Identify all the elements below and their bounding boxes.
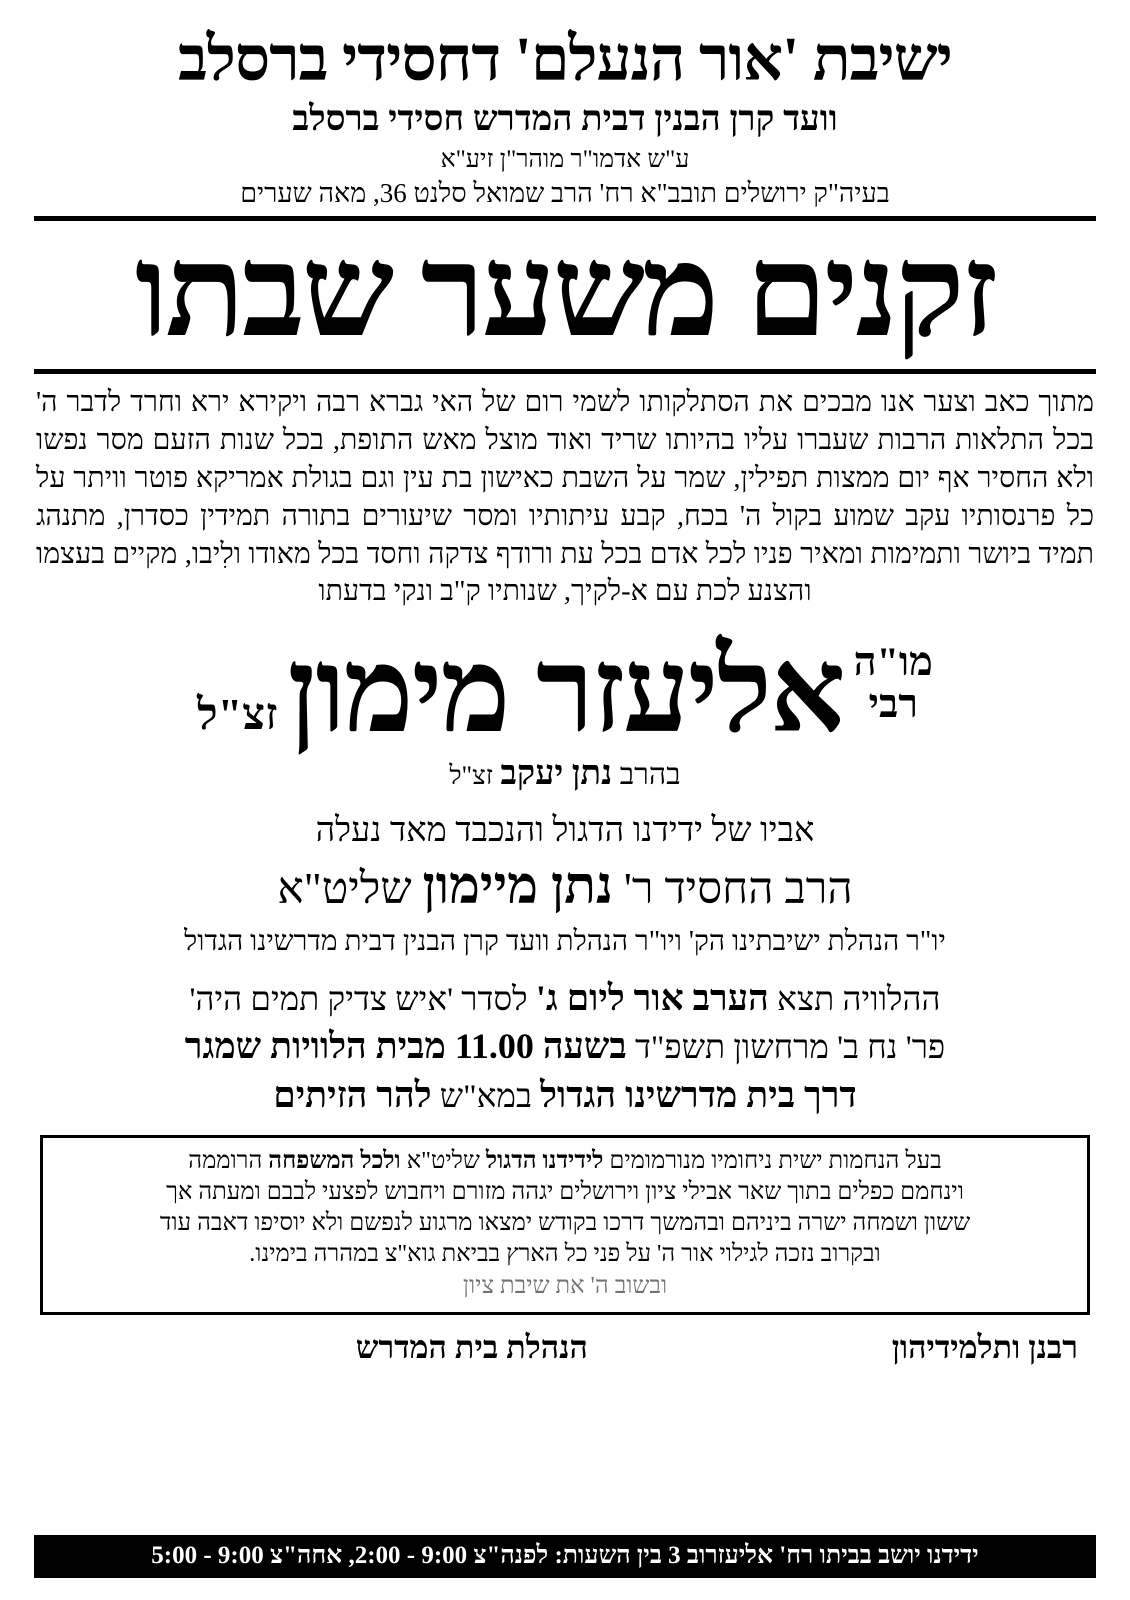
funeral-line2-b: בשעה 11.00 מבית הלוויות שמגר [184,1026,627,1067]
deceased-name-suffix: זצ"ל [197,690,278,740]
signature-row [52,1329,1078,1366]
eulogy-paragraph: מתוך כאב וצער אנו מבכים את הסתלקותו לשמי רום של האי גברא רבה ויקירא ירא וחרד לדבר ה' בכל התלאות הרבות שעברו עליו בהיותו שריד ואוד מוצל מאש התופת, בכל שנות הזעם מסר נפשו ולא החסיר אף יום ממצות תפילין, שמר על השבת כאישון בת עין וגם בגולת אמריקא פוטר וויתר על כל פרנסותיו עקב שמוע בקול ה' בכח, קבע עיתותיו ומסר שיעורים בתורה תמידין כסדרן, מתנהג תמיד ביושר ותמימות ומאיר פניו לכל אדם בכל עת ורודף צדקה וחסד בכל מאודו ולִיבו, מקיים בעצמו והצנע לכת עם א-לקיך, שנותיו ק"ב ונקי בדעתו [36,386,1094,608]
relative-intro: אביו של ידידנו הדגול והנכבד מאד נעלה [315,812,815,850]
relative-name-line [34,856,1096,918]
father-prefix: בהרב [619,758,681,792]
condolence-line1-d: ולכל המשפחה [268,1147,401,1174]
deceased-father-line [34,755,1096,793]
deceased-name: אליעזר מימון [287,626,844,758]
relative-title-prefix: הרב החסיד ר' [623,864,853,914]
condolence-line-1 [57,1146,1073,1177]
relative-role: יו"ר הנהלת ישיבתינו הק' ויו"ר הנהלת וועד קרן הבנין דבית מדרשינו הגדול [184,925,946,957]
condolence-line1-c: שליט"א [406,1147,480,1174]
funeral-line1-a: ההלוויה תצא [777,982,941,1019]
signature-center: הנהלת בית המדרש [355,1328,588,1365]
organization-name: ישיבת 'אור הנעלם' דחסידי ברסלב [178,26,952,94]
relative-name: נתן מיימון [422,858,613,916]
funeral-details [34,974,1096,1119]
condolence-line-2: וינחמם כפלים בתוך שאר אבילי ציון וירושלים יגהה מזורם ויחבוש לפצעי לבבם ומעתה אך [166,1178,964,1205]
condolence-line1-e: הרוממה [188,1147,263,1174]
funeral-line2-a: פר' נח ב' מרחשון תשפ"ד [635,1030,946,1067]
organization-subtitle: וועד קרן הבנין דבית המדרש חסידי ברסלב [292,99,838,139]
funeral-line-1 [34,974,1096,1022]
funeral-line3-c: להר הזיתים [273,1074,432,1115]
header-block [34,28,1096,210]
father-name: נתן יעקב [500,755,613,793]
funeral-line3-a: דרך בית מדרשינו הגדול [540,1074,857,1115]
deceased-honorific [854,641,933,743]
funeral-line-2 [34,1022,1096,1070]
condolence-line-5: ובשוב ה' את שיבת ציון [462,1272,668,1299]
father-suffix: זצ"ל [449,761,494,791]
footer-bar: ידידנו יושב בביתו רח' אליעזרוב 3 בין השעות: לפנה"צ 9:00 - 2:00, אחה"צ 9:00 - 5:00 [34,1535,1096,1578]
condolence-line-3: ששון ושמחה ישרה ביניהם ובהמשך דרכו בקודש ימצאו מרגוע לנפשם ולא יוסיפו דאבה עוד [159,1210,971,1237]
organization-dedication: ע"ש אדמו"ר מוהר"ן זיע"א [440,146,690,174]
funeral-line3-b: במא"ש [439,1078,532,1115]
signature-right: רבנן ותלמידיהון [891,1328,1078,1365]
funeral-line-3 [34,1071,1096,1119]
funeral-line1-c: לסדר 'איש צדיק תמים היה' [189,982,528,1019]
condolence-line-4: ובקרוב נזכה לגילוי אור ה' על פני כל הארץ בביאת גוא"צ במהרה בימינו. [249,1241,881,1268]
organization-address: בעיה"ק ירושלים תובב"א רח' הרב שמואל סלנט 36, מאה שערים [240,178,890,209]
condolence-box [40,1135,1090,1315]
relative-name-suffix: שליט"א [277,864,412,914]
condolence-line1-a: בעל הנחמות ישית ניחומיו מנורמומים [609,1147,942,1174]
headline-block [34,221,1096,365]
condolence-line1-b: לידידנו הדגול [485,1147,604,1174]
divider-below-headline [34,369,1096,374]
headline-text: זקנים משער שבתו [134,220,996,363]
deceased-honorific-line1: מו"ה [853,639,933,685]
deceased-honorific-line2: רבי [868,681,918,727]
funeral-line1-b: הערב אור ליום ג' [535,978,769,1019]
deceased-name-row [34,626,1096,758]
